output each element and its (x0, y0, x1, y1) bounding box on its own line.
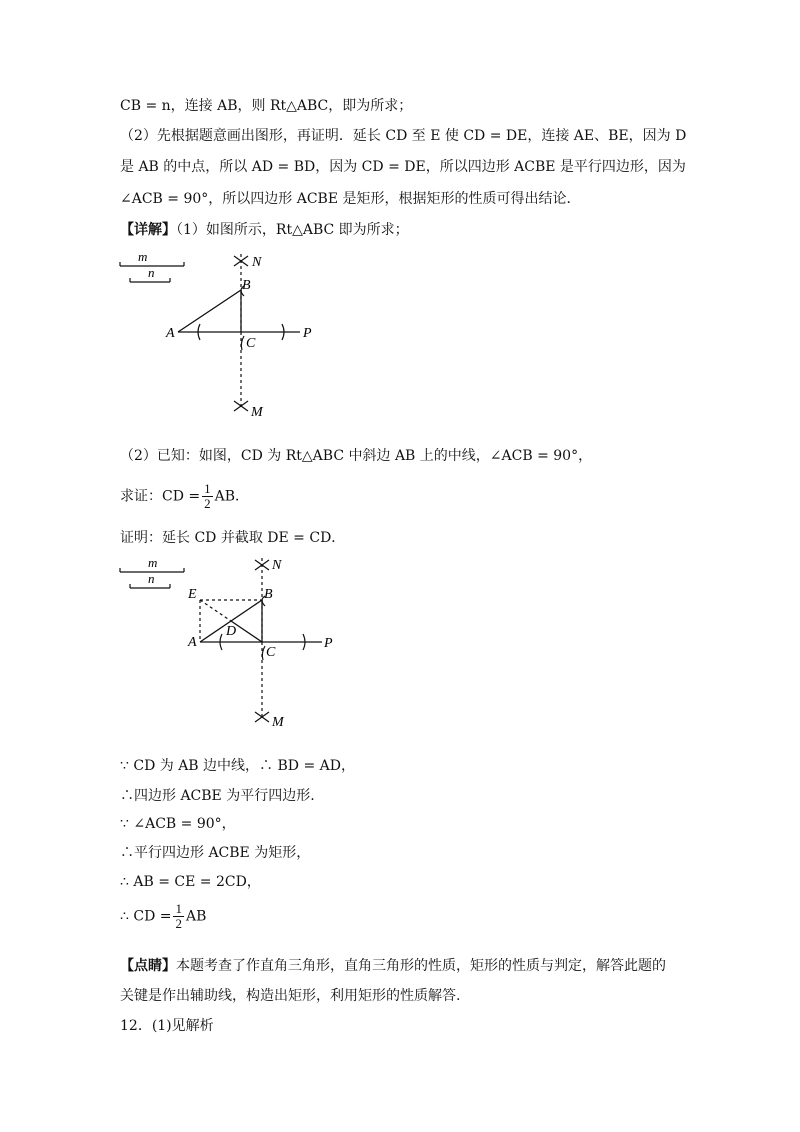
proof-line-3: ∵ ∠ACB = 90°， (120, 816, 236, 832)
text-line-5: 【详解】（1）如图所示，Rt△ABC 即为所求； (120, 222, 409, 238)
proof-line-5: ∴ AB = CE = 2CD， (120, 874, 261, 890)
comment-line-2: 关键是作出辅助线，构造出矩形，利用矩形的性质解答. (120, 988, 461, 1004)
text-line-2: （2）先根据题意画出图形，再证明．延长 CD 至 E 使 CD = DE，连接 AE、BE，因为 D (120, 128, 687, 144)
svg-text:A: A (188, 635, 197, 650)
svg-text:C: C (246, 336, 256, 351)
svg-text:C: C (266, 645, 276, 660)
text-line-7: 求证：CD = $\frac{1}{2}$ AB． (120, 481, 250, 511)
fraction-half-2: $\frac{1}{2}$ (175, 901, 182, 931)
label-m: m (138, 249, 148, 264)
text-line-1: CB = n，连接 AB，则 Rt△ABC，即为所求； (120, 98, 413, 114)
svg-text:P: P (303, 326, 312, 341)
construction-figure-2 (110, 554, 350, 732)
svg-text:N: N (252, 255, 262, 270)
comment-tag: 【点睛】 (120, 958, 176, 974)
text-line-6: （2）已知：如图，CD 为 Rt△ABC 中斜边 AB 上的中线，∠ACB = 90°， (120, 448, 593, 464)
svg-text:P: P (324, 636, 333, 651)
svg-text:B: B (242, 278, 251, 293)
comment-line-1: 【点睛】本题考查了作直角三角形，直角三角形的性质，矩形的性质与判定，解答此题的 (120, 958, 666, 974)
text-line-3: 是 AB 的中点，所以 AD = BD，因为 CD = DE，所以四边形 ACBE 是平行四边形，因为 (120, 159, 686, 175)
svg-text:M: M (272, 715, 284, 730)
text-line-4: ∠ACB = 90°，所以四边形 ACBE 是矩形，根据矩形的性质可得出结论． (120, 191, 581, 207)
svg-text:A: A (166, 326, 175, 341)
svg-text:m: m (148, 555, 158, 570)
svg-text:B: B (264, 587, 273, 602)
construction-figure-1 (110, 248, 340, 428)
text-line-8: 证明：延长 CD 并截取 DE = CD． (120, 530, 346, 546)
next-question: 12．(1)见解析 (120, 1018, 214, 1034)
fraction-half: $\frac{1}{2}$ (204, 481, 211, 511)
detail-tag: 【详解】 (120, 222, 176, 238)
label-n: n (148, 265, 155, 280)
svg-text:n: n (148, 571, 155, 586)
proof-line-1: ∵ CD 为 AB 边中线，∴ BD = AD， (120, 758, 355, 774)
svg-text:D: D (226, 624, 237, 639)
proof-line-4: ∴平行四边形 ACBE 为矩形， (120, 845, 311, 861)
proof-line-6: ∴ CD = $\frac{1}{2}$ AB (120, 901, 207, 931)
svg-text:E: E (188, 587, 197, 602)
svg-text:M: M (251, 405, 263, 420)
proof-line-2: ∴四边形 ACBE 为平行四边形. (120, 788, 315, 804)
svg-text:N: N (272, 558, 282, 573)
